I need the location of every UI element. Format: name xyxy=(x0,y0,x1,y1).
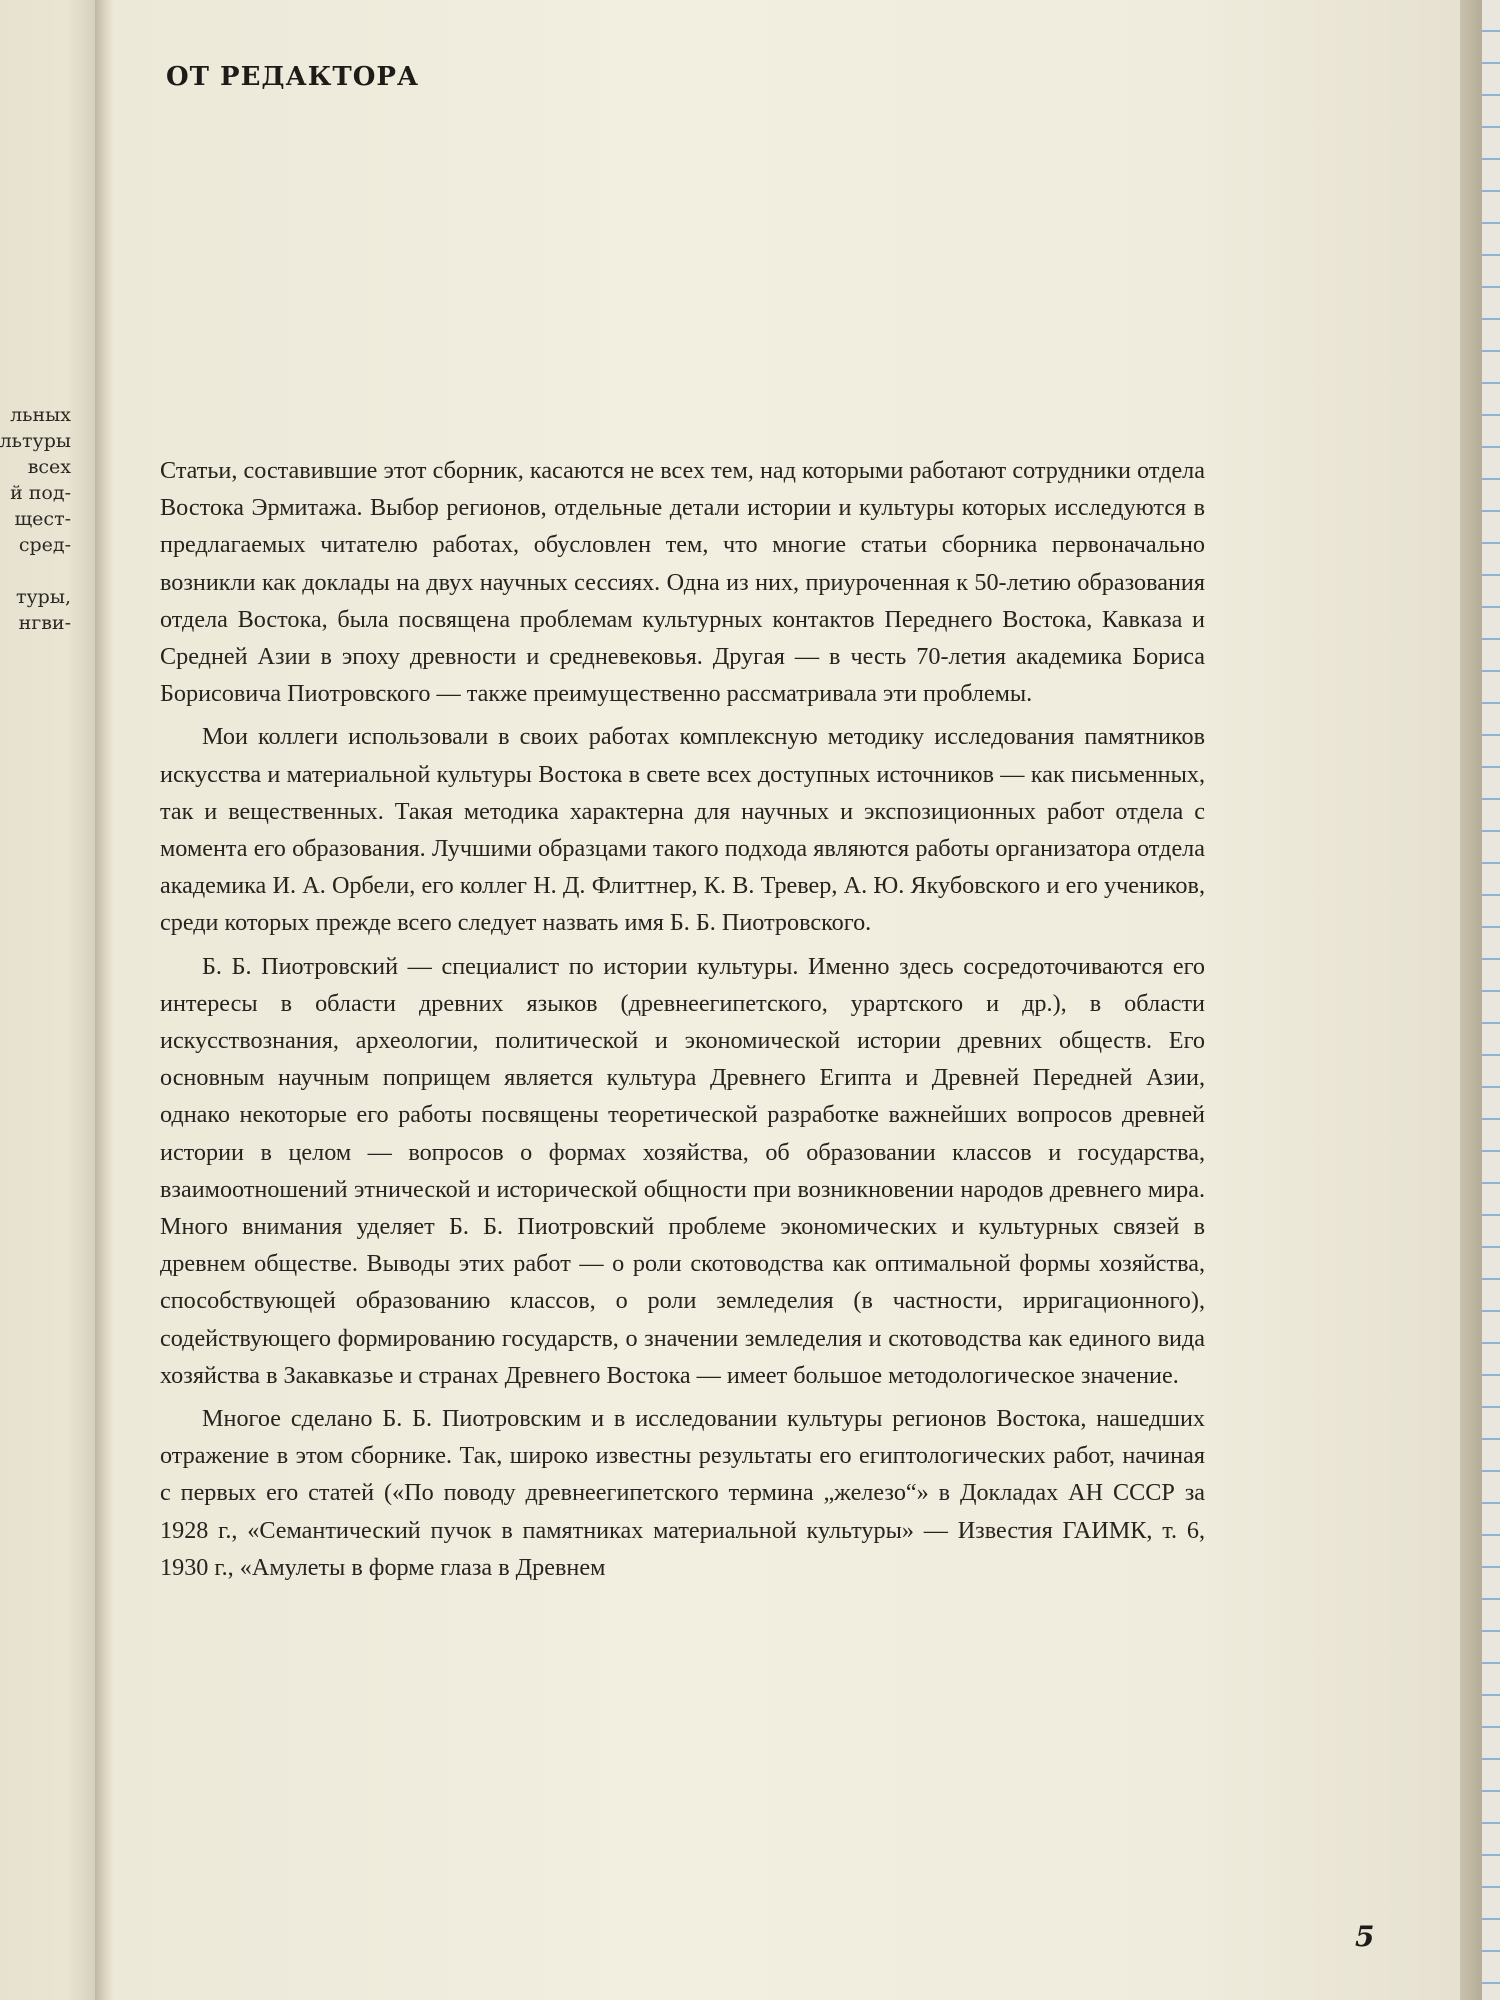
paragraph: Б. Б. Пиотровский — специалист по истории культуры. Именно здесь сосредоточиваются его интересы в области древних языков (древнеегипетского, урартского и др.), в области искусствознания, археологии, политической и экономической истории древних обществ. Его основным научным поприщем является культура Древнего Египта и Древней Передней Азии, однако некоторые его работы посвящены теоретической разработке важнейших вопросов древней истории в целом — вопросов о формах хозяйства, об образовании классов и государства, взаимоотношений этнической и исторической общности при возникновении народов древнего мира. Много внимания уделяет Б. Б. Пиотровский проблеме экономических и культурных связей в древнем обществе. Выводы этих работ — о роли скотоводства как оптимальной формы хозяйства, способствующей образованию классов, о роли земледелия (в частности, ирригационного), содействующего формированию государств, о значении земледелия и скотоводства как единого вида хозяйства в Закавказье и странах Древнего Востока — имеет большое методологическое значение. xyxy=(160,952,1205,1389)
left-page-fragment: льтуры xyxy=(0,430,71,452)
left-page-fragment: щест- xyxy=(14,508,71,530)
left-page-fragment: туры, xyxy=(15,586,71,608)
page-number: 5 xyxy=(1355,1920,1375,1953)
paragraph: Мои коллеги использовали в своих работах комплексную методику исследования памятников искусства и материальной культуры Востока в свете всех доступных источников — как письменных, так и вещественных. Такая методика характерна для научных и экспозиционных работ отдела с момента его образования. Лучшими образцами такого подхода являются работы организатора отдела академика И. А. Орбели, его коллег Н. Д. Флиттнер, К. В. Тревер, А. Ю. Якубовского и его учеников, среди которых прежде всего следует назвать имя Б. Б. Пиотровского. xyxy=(160,723,1205,937)
left-page-fragment: й под- xyxy=(10,482,71,504)
left-page-fragment: льных xyxy=(10,404,71,426)
page-title: ОТ РЕДАКТОРА xyxy=(166,62,420,92)
left-page xyxy=(0,0,95,2000)
left-page-fragment: всех xyxy=(27,456,71,478)
body-text xyxy=(160,452,1205,1592)
notebook-background xyxy=(1482,0,1500,2000)
paragraph: Статьи, составившие этот сборник, касаются не всех тем, над которыми работают сотрудники отдела Востока Эрмитажа. Выбор регионов, отдельные детали истории и культуры которых исследуются в предлагаемых читателю работах, обусловлен тем, что многие статьи сборника первоначально возникли как доклады на двух научных сессиях. Одна из них, приуроченная к 50-летию образования отдела Востока, была посвящена проблемам культурных контактов Переднего Востока, Кавказа и Средней Азии в эпоху древности и средневековья. Другая — в честь 70-летия академика Бориса Борисовича Пиотровского — также преимущественно рассматривала эти проблемы. xyxy=(160,457,1205,708)
page-edge xyxy=(1460,0,1482,2000)
paragraph: Многое сделано Б. Б. Пиотровским и в исследовании культуры регионов Востока, нашедших отражение в этом сборнике. Так, широко известны результаты его египтологических работ, начиная с первых его статей («По поводу древнеегипетского термина „железо“» в Докладах АН СССР за 1928 г., «Семантический пучок в памятниках материальной культуры» — Известия ГАИМК, т. 6, 1930 г., «Амулеты в форме глаза в Древнем xyxy=(160,1405,1205,1581)
left-page-fragment: сред- xyxy=(18,534,71,556)
book-gutter xyxy=(95,0,113,2000)
left-page-fragment: нгви- xyxy=(18,612,71,634)
